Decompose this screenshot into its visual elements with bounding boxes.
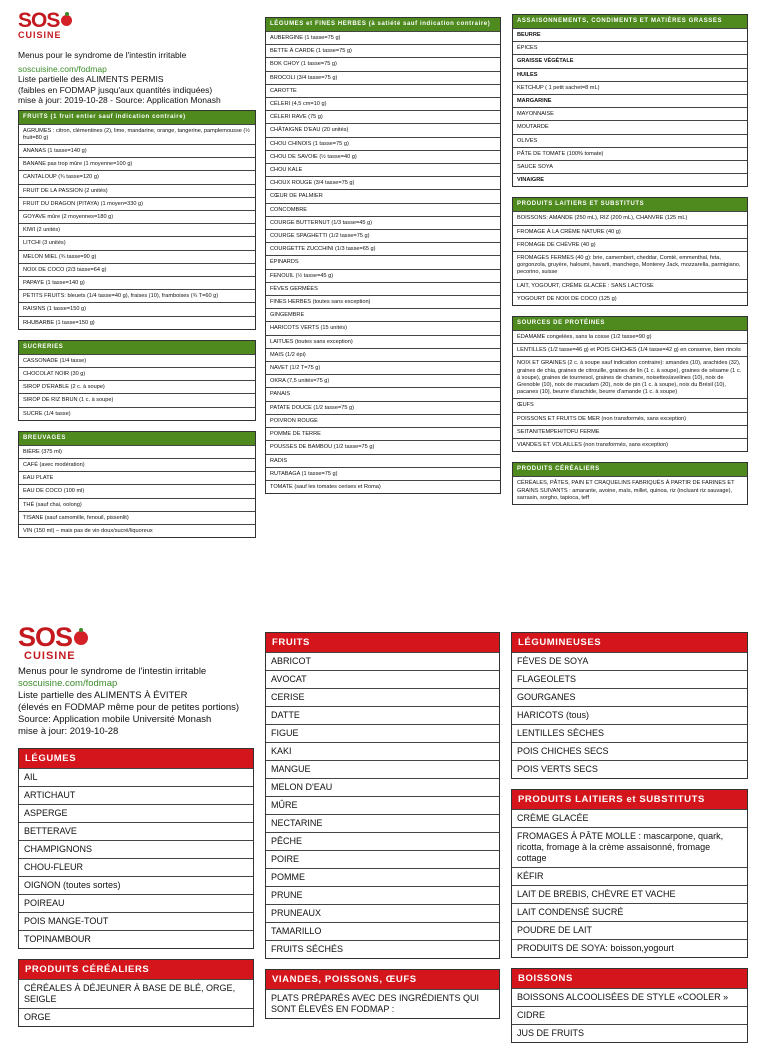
list-item: BOISSONS ALCOOLISÉES DE STYLE «COOLER » [512, 988, 747, 1006]
list-item: HUILES [513, 68, 747, 81]
list-item: LAIT CONDENSÉ SUCRÉ [512, 903, 747, 921]
list-item: PAPAYE (1 tasse=140 g) [19, 276, 255, 289]
section-header: LÉGUMES [19, 749, 253, 768]
intro-line: mise à jour: 2019-10-28 [18, 726, 119, 737]
list-item: POIS CHICHES SECS [512, 742, 747, 760]
list-item: AVOCAT [266, 670, 499, 688]
section-header: LÉGUMES et FINES HERBES (à satiété sauf indication contraire) [266, 18, 500, 31]
list-item: RHUBARBE (1 tasse=150 g) [19, 316, 255, 329]
list-item: VINAIGRE [513, 173, 747, 186]
intro-block [18, 50, 256, 106]
list-item: POIVRON ROUGE [266, 414, 500, 427]
list-item: BANANE pas trop mûre (1 moyenne=100 g) [19, 157, 255, 170]
list-item: OKRA (7,5 unités=75 g) [266, 374, 500, 387]
section-header: BREUVAGES [19, 432, 255, 445]
list-item: BETTERAVE [19, 822, 253, 840]
list-item: FROMAGE DE CHÈVRE (40 g) [513, 238, 747, 251]
list-item: POIRE [266, 850, 499, 868]
list-item: KAKI [266, 742, 499, 760]
section-proteines [512, 316, 748, 452]
list-item: POUSSES DE BAMBOU (1/2 tasse=75 g) [266, 440, 500, 453]
section-header: PRODUITS CÉRÉALIERS [513, 463, 747, 476]
list-item: TISANE (sauf camomille, fenouil, pissenlit) [19, 511, 255, 524]
intro-line: Source: Application mobile Université Monash [18, 714, 212, 725]
list-item: FRUIT DE LA PASSION (2 unités) [19, 184, 255, 197]
section-cereales-permis [512, 462, 748, 505]
tomato-icon [61, 15, 72, 26]
list-item: HARICOTS (tous) [512, 706, 747, 724]
list-item: EAU DE COCO (100 ml) [19, 484, 255, 497]
list-item: KETCHUP ( 1 petit sachet=8 mL) [513, 81, 747, 94]
list-item: MÛRE [266, 796, 499, 814]
section-sucreries [18, 340, 256, 421]
list-item: SUCRE (1/4 tasse) [19, 407, 255, 420]
list-item: NOIX ET GRAINES (2 c. à soupe sauf indication contraire): amandes (10), arachides (32), graines de chia, graines de citrouille, graines de lin (1 c. à soupe), graines de sésame (1 c. à soupe), graines de tournesol, graines de chanvre, noisettes/avelines (10), noix de Grenoble (10), noix de macadam (20), noix de pin (1 c. à soupe), noix du Brésil (10), pacanes (10), beurre d'arachide, beurre d'amande (1 c. à soupe) [513, 356, 747, 398]
list-item: YOGOURT DE NOIX DE COCO (125 g) [513, 292, 747, 305]
list-item: SAUCE SOYA [513, 160, 747, 173]
list-item: FRUIT DU DRAGON (PITAYA) (1 moyen=330 g) [19, 197, 255, 210]
section-boissons-eviter [511, 968, 748, 1043]
list-item: CHÂTAIGNE D'EAU (20 unités) [266, 123, 500, 136]
list-item: OLIVES [513, 134, 747, 147]
section-assaisonnements [512, 14, 748, 187]
section-header: SUCRERIES [19, 341, 255, 354]
list-item: ASPERGE [19, 804, 253, 822]
list-item: LAIT, YOGOURT, CRÈME GLACÉE : SANS LACTOSE [513, 279, 747, 292]
list-item: FLAGEOLETS [512, 670, 747, 688]
list-item: CERISE [266, 688, 499, 706]
list-item: PANAIS [266, 387, 500, 400]
intro-line: (faibles en FODMAP jusqu'aux quantités indiquées) [18, 84, 213, 95]
list-item: MOUTARDE [513, 120, 747, 133]
sos-cuisine-logo [18, 624, 254, 666]
list-item: CŒUR DE PALMIER [266, 189, 500, 202]
list-item: FENOUIL (½ tasse=45 g) [266, 269, 500, 282]
list-item: MARGARINE [513, 94, 747, 107]
list-item: CHOU KALE [266, 163, 500, 176]
list-item: SIROP DE RIZ BRUN (1 c. à soupe) [19, 393, 255, 406]
sos-cuisine-logo [18, 10, 256, 44]
list-item: ORGE [19, 1008, 253, 1026]
list-item: GOURGANES [512, 688, 747, 706]
logo-sos-text: SOS [18, 9, 60, 32]
list-item: TOPINAMBOUR [19, 930, 253, 948]
list-item: FINES HERBES (toutes sans exception) [266, 295, 500, 308]
list-item: ŒUFS [513, 398, 747, 411]
list-item: DATTE [266, 706, 499, 724]
list-item: POMME [266, 868, 499, 886]
list-item: BOK CHOY (1 tasse=75 g) [266, 57, 500, 70]
intro-block [18, 666, 254, 738]
list-item: POMME DE TERRE [266, 427, 500, 440]
tomato-icon [74, 631, 88, 645]
list-item: CHOU DE SAVOIE (½ tasse=40 g) [266, 150, 500, 163]
logo-cuisine-text: CUISINE [24, 650, 76, 662]
section-header: PRODUITS LAITIERS et SUBSTITUTS [512, 790, 747, 809]
section-header: FRUITS [266, 633, 499, 652]
top-col-1 [18, 10, 256, 548]
section-header: VIANDES, POISSONS, ŒUFS [266, 970, 499, 989]
list-item: THÉ (sauf chai, oolong) [19, 498, 255, 511]
list-item: FROMAGES FERMES (40 g): brie, camembert, cheddar, Comté, emmenthal, feta, gorgonzola, gruyère, haloumi, havarti, manchego, Monterey Jack, mozzarella, parmigiano, pecorino, suisse [513, 251, 747, 279]
list-item: POIREAU [19, 894, 253, 912]
list-item: SEITAN/TEMPEH/TOFU FERME [513, 425, 747, 438]
list-item: BETTE À CARDE (1 tasse=75 g) [266, 44, 500, 57]
intro-line: (élevés en FODMAP même pour de petites portions) [18, 702, 240, 713]
list-item: COURGE SPAGHETTI (1/2 tasse=75 g) [266, 229, 500, 242]
list-item: AIL [19, 768, 253, 786]
intro-link[interactable]: soscuisine.com/fodmap [18, 63, 107, 74]
list-item: PLATS PRÉPARÉS AVEC DES INGRÉDIENTS QUI SONT ÉLEVÉS EN FODMAP : [266, 989, 499, 1018]
bottom-col-3 [511, 632, 748, 1053]
list-item: NAVET (1/2 T=75 g) [266, 361, 500, 374]
list-item: FROMAGE À LA CRÈME NATURE (40 g) [513, 225, 747, 238]
list-item: MAIS (1/2 épi) [266, 348, 500, 361]
list-item: CÉLERI (4,5 cm=10 g) [266, 97, 500, 110]
list-item: CRÈME GLACÉE [512, 809, 747, 827]
section-legumineuses-eviter [511, 632, 748, 779]
list-item: PÂTE DE TOMATE (100% tomate) [513, 147, 747, 160]
list-item: MELON D'EAU [266, 778, 499, 796]
list-item: LENTILLES SÈCHES [512, 724, 747, 742]
list-item: CHOUX ROUGE (3/4 tasse=75 g) [266, 176, 500, 189]
list-item: RAISINS (1 tasse=150 g) [19, 302, 255, 315]
list-item: NOIX DE COCO (2/3 tasse=64 g) [19, 263, 255, 276]
list-item: RUTABAGA (1 tasse=75 g) [266, 467, 500, 480]
section-fruits-eviter [265, 632, 500, 959]
section-viandes-eviter [265, 969, 500, 1019]
list-item: GRAISSE VÉGÉTALE [513, 54, 747, 67]
list-item: POIS VERTS SECS [512, 760, 747, 778]
list-item: BEURRE [513, 28, 747, 41]
list-item: LAITUES (toutes sans exception) [266, 335, 500, 348]
list-item: LENTILLES (1/2 tasse=46 g) et POIS CHICHES (1/4 tasse=42 g) en conserve, bien rincés [513, 343, 747, 356]
section-laitiers-eviter [511, 789, 748, 958]
list-item: COURGE BUTTERNUT (1/3 tasse=45 g) [266, 216, 500, 229]
list-item: BOISSONS: AMANDE (250 mL), RIZ (200 mL), CHANVRE (125 mL) [513, 211, 747, 224]
intro-link[interactable]: soscuisine.com/fodmap [18, 678, 118, 689]
list-item: CÉRÉALES, PÂTES, PAIN ET CRAQUELINS FABRIQUÉS À PARTIR DE FARINES ET GRAINS SUIVANTS : amarante, avoine, maïs, millet, quinoa, riz (incluant riz sauvage), sarrasin, sorgho, tapioca, teff [513, 476, 747, 504]
top-col-2 [265, 17, 501, 504]
section-legumes-permis [265, 17, 501, 494]
intro-line: Liste partielle des ALIMENTS À ÉVITER [18, 690, 188, 701]
section-cereales-eviter [18, 959, 254, 1027]
list-item: JUS DE FRUITS [512, 1024, 747, 1042]
list-item: CHAMPIGNONS [19, 840, 253, 858]
list-item: RADIS [266, 454, 500, 467]
list-item: CHOU CHINOIS (1 tasse=75 g) [266, 137, 500, 150]
list-item: AUBERGINE (1 tasse=75 g) [266, 31, 500, 44]
logo-sos-text: SOS [18, 622, 73, 652]
list-item: COURGETTE ZUCCHINI (1/3 tasse=65 g) [266, 242, 500, 255]
section-laitiers-permis [512, 197, 748, 306]
section-header: FRUITS (1 fruit entier sauf indication contraire) [19, 111, 255, 124]
list-item: POISSONS ET FRUITS DE MER (non transformés, sans exception) [513, 412, 747, 425]
list-item: CAROTTE [266, 84, 500, 97]
list-item: CASSONADE (1/4 tasse) [19, 354, 255, 367]
list-item: SIROP D'ÉRABLE (2 c. à soupe) [19, 380, 255, 393]
section-header: ASSAISONNEMENTS, CONDIMENTS ET MATIÈRES GRASSES [513, 15, 747, 28]
list-item: CÉRÉALES À DÉJEUNER À BASE DE BLÉ, ORGE, SEIGLE [19, 979, 253, 1008]
list-item: GOYAVE mûre (2 moyennes=180 g) [19, 210, 255, 223]
list-item: CHOCOLAT NOIR (30 g) [19, 367, 255, 380]
logo-cuisine-text: CUISINE [18, 30, 62, 40]
list-item: PÊCHE [266, 832, 499, 850]
list-item: FÈVES GERMÉES [266, 282, 500, 295]
list-item: ANANAS (1 tasse=140 g) [19, 144, 255, 157]
list-item: POUDRE DE LAIT [512, 921, 747, 939]
bottom-col-2 [265, 632, 500, 1029]
intro-line: mise à jour: 2019-10-28 - Source: Application Monash [18, 95, 221, 105]
list-item: OIGNON (toutes sortes) [19, 876, 253, 894]
list-item: NECTARINE [266, 814, 499, 832]
list-item: CÉLERI RAVE (75 g) [266, 110, 500, 123]
list-item: PRUNE [266, 886, 499, 904]
list-item: PETITS FRUITS: bleuets (1/4 tasse=40 g), fraises (10), framboises (¾ T=60 g) [19, 289, 255, 302]
list-item: HARICOTS VERTS (15 unités) [266, 321, 500, 334]
list-item: FRUITS SÉCHÉS [266, 940, 499, 958]
list-item: POIS MANGE-TOUT [19, 912, 253, 930]
list-item: ABRICOT [266, 652, 499, 670]
list-item: ARTICHAUT [19, 786, 253, 804]
list-item: ÉDAMAME congelées, sans la cosse (1/2 tasse=90 g) [513, 330, 747, 343]
list-item: PRODUITS DE SOYA: boisson,yogourt [512, 939, 747, 957]
list-item: LITCHI (3 unités) [19, 236, 255, 249]
section-legumes-eviter [18, 748, 254, 949]
list-item: CONCOMBRE [266, 203, 500, 216]
list-item: VIN (150 ml) – mais pas de vin doux/sucré/liquoreux [19, 524, 255, 537]
intro-line: Menus pour le syndrome de l'intestin irritable [18, 666, 207, 677]
list-item: CIDRE [512, 1006, 747, 1024]
list-item: TOMATE (sauf les tomates cerises et Roma) [266, 480, 500, 493]
list-item: KÉFIR [512, 867, 747, 885]
list-item: LAIT DE BREBIS, CHÈVRE ET VACHE [512, 885, 747, 903]
list-item: CHOU-FLEUR [19, 858, 253, 876]
list-item: PATATE DOUCE (1/2 tasse=75 g) [266, 401, 500, 414]
list-item: FROMAGES À PÂTE MOLLE : mascarpone, quark, ricotta, fromage à la crème assaisonné, fromage cottage [512, 827, 747, 867]
list-item: GINGEMBRE [266, 308, 500, 321]
top-col-3 [512, 14, 748, 515]
list-item: AGRUMES : citron, clémentines (2), lime, mandarine, orange, tangerine, pamplemousse (½ fruit=80 g) [19, 124, 255, 144]
list-item: MAYONNAISE [513, 107, 747, 120]
list-item: EAU PLATE [19, 471, 255, 484]
section-header: LÉGUMINEUSES [512, 633, 747, 652]
list-item: TAMARILLO [266, 922, 499, 940]
list-item: CAFÉ (avec modération) [19, 458, 255, 471]
section-header: PRODUITS LAITIERS ET SUBSTITUTS [513, 198, 747, 211]
list-item: MANGUE [266, 760, 499, 778]
list-item: BROCOLI (3/4 tasse=75 g) [266, 71, 500, 84]
list-item: ÉPINARDS [266, 255, 500, 268]
list-item: PRUNEAUX [266, 904, 499, 922]
list-item: FIGUE [266, 724, 499, 742]
bottom-col-1 [18, 624, 254, 1037]
list-item: FÈVES DE SOYA [512, 652, 747, 670]
list-item: ÉPICES [513, 41, 747, 54]
list-item: KIWI (2 unités) [19, 223, 255, 236]
section-header: SOURCES DE PROTÉINES [513, 317, 747, 330]
list-item: MELON MIEL (¾ tasse=90 g) [19, 250, 255, 263]
list-item: VIANDES ET VOLAILLES (non transformés, sans exception) [513, 438, 747, 451]
section-fruits [18, 110, 256, 330]
section-header: PRODUITS CÉRÉALIERS [19, 960, 253, 979]
intro-line: Liste partielle des ALIMENTS PERMIS [18, 74, 164, 84]
intro-line: Menus pour le syndrome de l'intestin irritable [18, 50, 187, 60]
section-header: BOISSONS [512, 969, 747, 988]
section-breuvages [18, 431, 256, 538]
list-item: CANTALOUP (¾ tasse=120 g) [19, 170, 255, 183]
list-item: BIÈRE (375 ml) [19, 445, 255, 458]
